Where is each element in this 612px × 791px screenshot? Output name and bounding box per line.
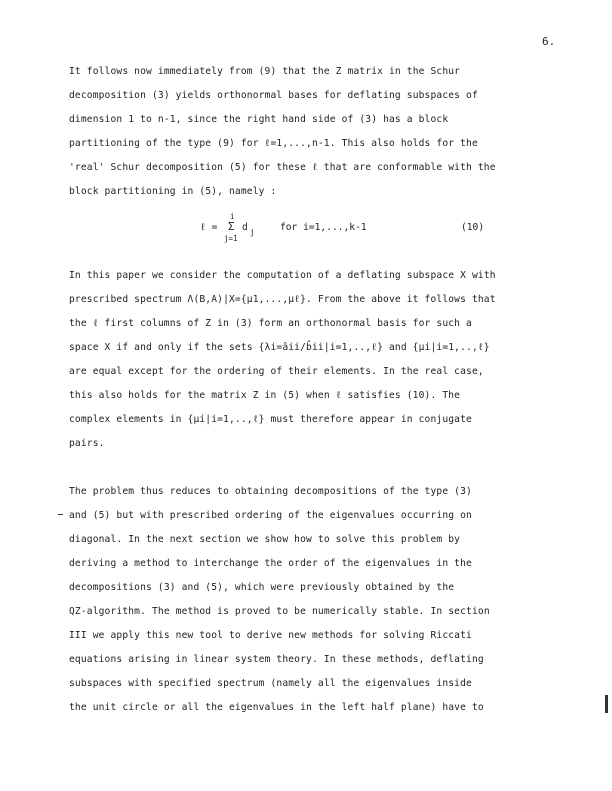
paragraph-3-line: diagonal. In the next section we show how to solve this problem by [69,534,461,545]
paragraph-3-line: QZ-algorithm. The method is proved to be numerically stable. In section [69,606,490,617]
paragraph-2-line: are equal except for the ordering of their elements. In the real case, [69,366,484,377]
page-number: 6. [542,35,556,48]
equation-label: (10) [461,222,485,233]
paragraph-2-line: In this paper we consider the computation of a deflating subspace X with [69,270,496,281]
sum-upper-limit: i [230,212,235,221]
paragraph-1-line: dimension 1 to n-1, since the right hand side of (3) has a block [69,114,449,125]
paragraph-3-line: III we apply this new tool to derive new methods for solving Riccati [69,630,472,641]
paragraph-2-line: pairs. [69,438,105,449]
paragraph-3-line: and (5) but with prescribed ordering of the eigenvalues occurring on [69,510,472,521]
paragraph-3-line: The problem thus reduces to obtaining decompositions of the type (3) [69,486,472,497]
paragraph-2-line: this also holds for the matrix Z in (5) when ℓ satisfies (10). The [69,390,461,401]
paragraph-3-line: subspaces with specified spectrum (namely all the eigenvalues inside [69,678,472,689]
scan-edge-mark [605,695,608,713]
paragraph-1-line: 'real' Schur decomposition (5) for these ℓ that are conformable with the [69,162,496,173]
sum-lower-limit: j=1 [224,234,238,243]
paragraph-2-line: the ℓ first columns of Z in (3) form an orthonormal basis for such a [69,318,472,329]
sum-symbol: Σ [228,220,235,233]
paragraph-2-line: complex elements in {μi|i=1,..,ℓ} must therefore appear in conjugate [69,414,472,425]
paragraph-1-line: partitioning of the type (9) for ℓ=1,...,n-1. This also holds for the [69,138,478,149]
paragraph-2-line: space X if and only if the sets {λi=âii/b̂ii|i=1,..,ℓ} and {μi|i=1,..,ℓ} [69,342,490,353]
paragraph-1-line: decomposition (3) yields orthonormal bases for deflating subspaces of [69,90,478,101]
paragraph-3-line: equations arising in linear system theory. In these methods, deflating [69,654,484,665]
paragraph-1-line: It follows now immediately from (9) that the Z matrix in the Schur [69,66,461,77]
paragraph-3-line: the unit circle or all the eigenvalues in the left half plane) have to [69,702,484,713]
paragraph-3-line: decompositions (3) and (5), which were previously obtained by the [69,582,455,593]
paragraph-3-line: deriving a method to interchange the order of the eigenvalues in the [69,558,472,569]
paragraph-2-line: prescribed spectrum Λ(B,A)|X={μ1,...,μℓ}. From the above it follows that [69,294,496,305]
equation-range: for i=1,...,k-1 [280,222,367,233]
paragraph-1-line: block partitioning in (5), namely : [69,186,277,197]
margin-mark [58,514,63,515]
sum-term: d [242,222,248,233]
sum-term-subscript: j [250,228,255,237]
equation-lhs: ℓ = [200,222,218,233]
